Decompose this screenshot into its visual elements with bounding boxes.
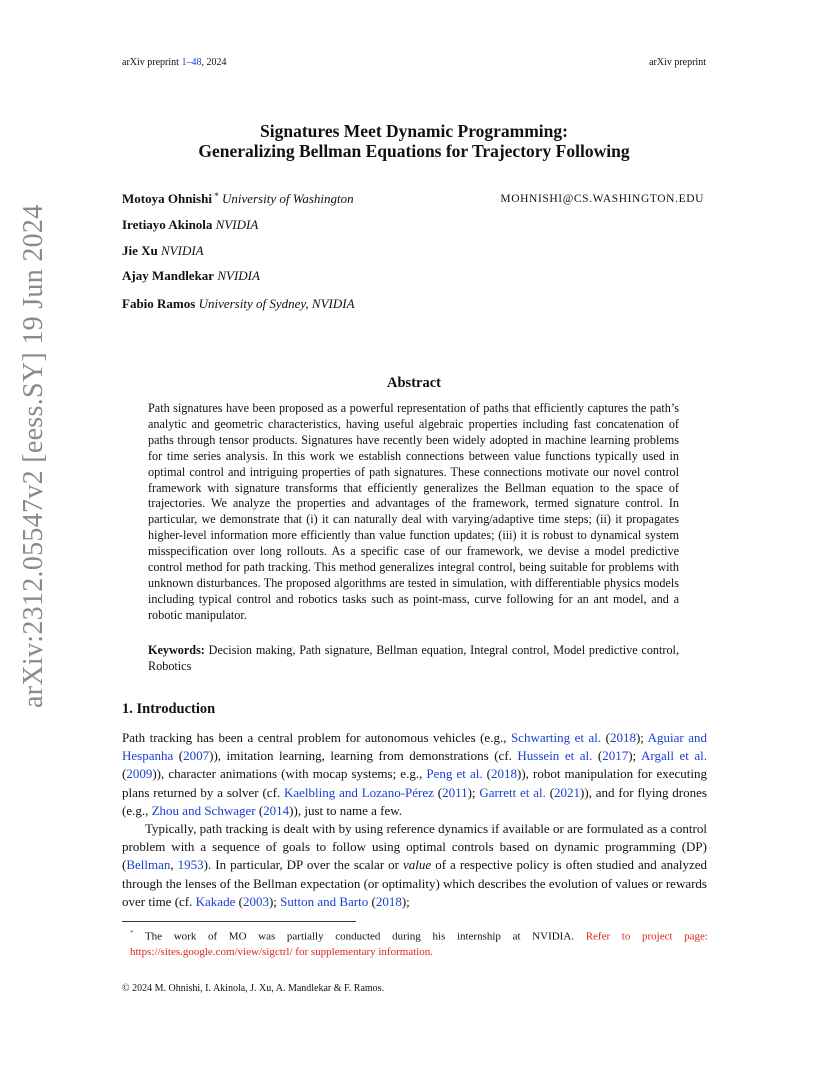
citation-link[interactable]: 2007 bbox=[183, 748, 210, 764]
author-3 bbox=[122, 243, 204, 259]
header-left-year: , 2024 bbox=[201, 57, 227, 68]
citation-link[interactable]: Kakade bbox=[195, 893, 236, 909]
author-name: Jie Xu bbox=[122, 243, 158, 258]
citation-link[interactable]: 2018 bbox=[491, 766, 518, 782]
body-text: )), imitation learning, learning from demonstrations (cf. bbox=[209, 748, 518, 764]
body-text: )), robot manipulation for executing plans returned by a solver (cf. bbox=[122, 766, 707, 800]
body-text: ). In particular, DP over the scalar or bbox=[203, 857, 404, 873]
author-5 bbox=[122, 296, 355, 312]
project-page-link[interactable]: Refer to project page: https://sites.google.com/view/sigctrl/ for supplementary information. bbox=[130, 930, 708, 958]
author-name: Ajay Mandlekar bbox=[122, 268, 215, 283]
citation-link[interactable]: 1953 bbox=[177, 857, 204, 873]
paragraph-2 bbox=[122, 820, 707, 911]
body-text: ); bbox=[401, 893, 410, 909]
footnote-text: The work of MO was partially conducted during his internship at NVIDIA. bbox=[133, 930, 586, 943]
header-left-text: arXiv preprint bbox=[122, 57, 182, 68]
body-text: ( bbox=[433, 784, 443, 800]
body-text: ( bbox=[482, 766, 492, 782]
paragraph-1 bbox=[122, 729, 707, 820]
body-text: ( bbox=[235, 893, 243, 909]
arxiv-identifier: arXiv:2312.05547v2 [eess.SY] 19 Jun 2024 bbox=[18, 204, 49, 708]
citation-link[interactable]: 2018 bbox=[375, 893, 402, 909]
author-footnote-mark: * bbox=[211, 191, 219, 201]
body-text: ); bbox=[268, 893, 281, 909]
body-text: ( bbox=[601, 730, 610, 745]
running-header-right: arXiv preprint bbox=[649, 57, 706, 68]
footnote-mark: * bbox=[130, 929, 134, 937]
citation-link[interactable]: 2017 bbox=[602, 748, 629, 764]
body-text: ( bbox=[545, 784, 555, 800]
body-text: ); bbox=[467, 784, 480, 800]
author-1 bbox=[122, 191, 354, 207]
body-text: ( bbox=[173, 748, 184, 764]
body-text: ); bbox=[628, 748, 641, 764]
citation-link[interactable]: 2009 bbox=[126, 766, 153, 782]
citation-link[interactable]: 2014 bbox=[263, 802, 290, 818]
abstract-heading: Abstract bbox=[387, 375, 441, 391]
body-text: , bbox=[170, 857, 178, 873]
citation-link[interactable]: Argall et al. bbox=[640, 748, 707, 764]
citation-link[interactable]: Schwarting et al. bbox=[510, 730, 602, 745]
citation-link[interactable]: 2003 bbox=[242, 893, 269, 909]
body-text: Typically, path tracking is dealt with by using reference dynamics if available or are formulated as a control problem with a sequence of goals to follow using optimal controls based on dynamic programming (DP) ( bbox=[122, 821, 707, 873]
author-2 bbox=[122, 217, 258, 233]
author-name: Fabio Ramos bbox=[122, 296, 196, 311]
emphasis-text: value bbox=[403, 857, 432, 873]
author-affiliation: University of Sydney, NVIDIA bbox=[198, 296, 355, 311]
paper-title bbox=[122, 121, 706, 161]
author-email: MOHNISHI@CS.WASHINGTON.EDU bbox=[500, 193, 704, 205]
author-affiliation: NVIDIA bbox=[217, 268, 260, 283]
citation-link[interactable]: Zhou and Schwager bbox=[151, 802, 256, 818]
body-text: )), just to name a few. bbox=[289, 802, 403, 818]
body-text: ( bbox=[368, 893, 376, 909]
keywords-label: Keywords: bbox=[148, 643, 205, 657]
title-line-1: Signatures Meet Dynamic Programming: bbox=[260, 121, 568, 141]
keywords bbox=[148, 643, 679, 675]
author-4 bbox=[122, 268, 260, 284]
citation-link[interactable]: 2021 bbox=[554, 784, 581, 800]
author-affiliation: University of Washington bbox=[221, 191, 354, 206]
author-affiliation: NVIDIA bbox=[215, 217, 259, 232]
abstract-text: Path signatures have been proposed as a powerful representation of paths that efficiently captures the path’s analytic and geometric characteristics, having useful algebraic properties including fast concatenation of paths through tensor products. Signatures have recently been widely adopted in machine learning problems for time series analysis. In this work we establish connections between value functions typically used in optimal control and intriguing properties of path signatures. These connections motivate our novel control framework with signature transforms that efficiently generalizes the Bellman equation to the space of trajectories. We analyze the properties and advantages of the framework, termed signature control. In particular, we demonstrate that (i) it can naturally deal with varying/adaptive time steps; (ii) it propagates higher-level information more efficiently than value function updates; (iii) it is robust to dynamical system misspecification over long rollouts. As a specific case of our framework, we devise a model predictive control method for path tracking. This method generalizes integral control, being suitable for problems with unknown disturbances. The proposed algorithms are tested in simulation, with differentiable physics models including typical control and robotics tasks such as point-mass, curve following for an ant model, and a robotic manipulator. bbox=[148, 401, 679, 622]
body-text: ( bbox=[592, 748, 603, 764]
keywords-list: Decision making, Path signature, Bellman equation, Integral control, Model predictive control, Robotics bbox=[148, 643, 679, 673]
body-text: )), and for flying drones (e.g., bbox=[122, 784, 707, 818]
title-line-2: Generalizing Bellman Equations for Trajectory Following bbox=[198, 141, 630, 161]
author-name: Motoya Ohnishi bbox=[122, 191, 212, 206]
header-page-range-link[interactable]: 1–48 bbox=[181, 57, 202, 68]
citation-link[interactable]: Bellman bbox=[126, 857, 171, 873]
citation-link[interactable]: Kaelbling and Lozano-Pérez bbox=[284, 784, 434, 800]
citation-link[interactable]: Aguiar and Hespanha bbox=[122, 730, 707, 764]
author-affiliation: NVIDIA bbox=[161, 243, 204, 258]
citation-link[interactable]: Garrett et al. bbox=[479, 784, 546, 800]
running-header-left bbox=[122, 57, 226, 68]
introduction-body bbox=[122, 729, 707, 911]
section-heading-introduction: 1. Introduction bbox=[122, 701, 216, 717]
body-text: ( bbox=[122, 766, 127, 782]
copyright-notice: © 2024 M. Ohnishi, I. Akinola, J. Xu, A. Mandlekar & F. Ramos. bbox=[122, 983, 385, 994]
citation-link[interactable]: Hussein et al. bbox=[517, 748, 593, 764]
body-text: ( bbox=[255, 802, 264, 818]
body-text: Path tracking has been a central problem for autonomous vehicles (e.g., bbox=[122, 730, 511, 745]
body-text: of a respective policy is often studied and analyzed through the lenses of the Bellman expectation (or optimality) which describes the evolution of values or rewards over time (cf. bbox=[122, 857, 708, 909]
body-text: )), character animations (with mocap systems; e.g., bbox=[152, 766, 427, 782]
citation-link[interactable]: Sutton and Barto bbox=[280, 893, 369, 909]
citation-link[interactable]: 2018 bbox=[609, 730, 636, 745]
footnote-rule bbox=[122, 921, 356, 922]
footnote bbox=[130, 926, 708, 960]
citation-link[interactable]: 2011 bbox=[442, 784, 468, 800]
citation-link[interactable]: Peng et al. bbox=[426, 766, 483, 782]
body-text: ); bbox=[635, 730, 648, 745]
author-name: Iretiayo Akinola bbox=[122, 217, 213, 232]
